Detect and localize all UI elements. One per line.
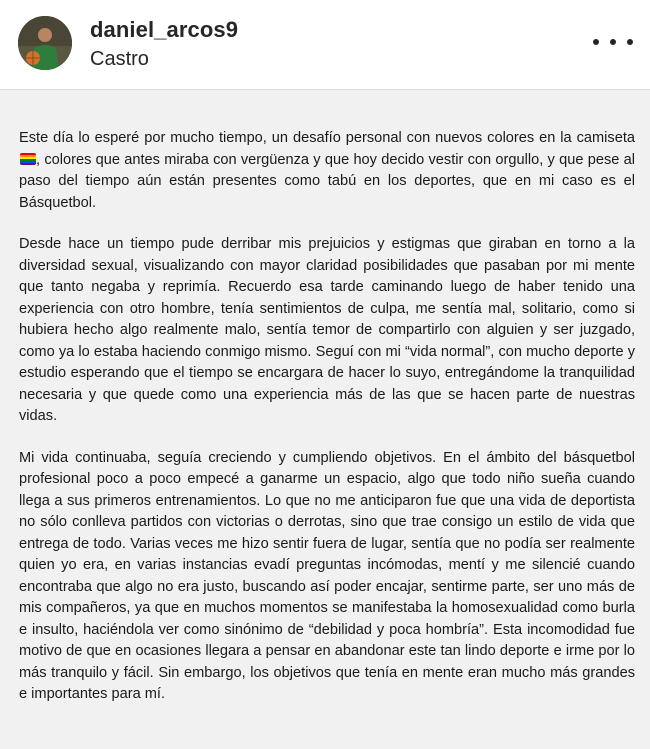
- more-dot: [627, 39, 633, 45]
- post-image: [0, 90, 650, 749]
- rainbow-flag-icon: [20, 153, 36, 165]
- avatar[interactable]: [18, 16, 72, 70]
- paragraph-2: Desde hace un tiempo pude derribar mis prejuicios y estigmas que giraban en torno a la diversidad sexual, visualizando con mayor claridad posibilidades que pasaban por mi mente que tanto negaba y reprimía. Recuerdo esa tarde caminando luego de haber tenido una experiencia con otro hombre, tenía sentimientos de culpa, me sentía mal, solitario, como si hubiera hecho algo realmente malo, sentía temor de compartirlo con alguien y ser juzgado, como ya lo estaba haciendo conmigo mismo. Seguí con mi “vida normal”, con mucho deporte y estudio esperando que el tiempo se encargara de hacer lo suyo, entregándome la tranquilidad necesaria y que quede como una experiencia más de las que se hacen parte de nuestras vidas.: [19, 236, 635, 424]
- more-dot: [593, 39, 599, 45]
- profile-photo-icon: [18, 16, 72, 70]
- paragraph-1-end: , colores que antes miraba con vergüenza y que hoy decido vestir con orgullo, y que pese al paso del tiempo aún están presentes como tabú en los deportes, que en mi caso es el Básquetbol.: [19, 151, 635, 211]
- more-options-icon[interactable]: [593, 30, 633, 54]
- post-text: [19, 128, 635, 726]
- paragraph-3: Mi vida continuaba, seguía creciendo y cumpliendo objetivos. En el ámbito del básquetbol profesional poco a poco empecé a ganarme un espacio, algo que todo niño sueña cuando llega a sus primeros entrenamientos. Lo que no me anticiparon fue que una vida de deportista no sólo conlleva partidos con victorias o derrotas, sino que trae consigo un estilo de vida que entrega de todo. Varias veces me hizo sentir fuera de lugar, sentía que no podía ser realmente quien yo era, en varias instancias evadí preguntas incómodas, mentí y me silencié cuando encontraba que algo no era justo, buscando así poder encajar, sentirme parte, ser uno más de mis compañeros, ya que en muchos momentos se manifestaba la homosexualidad como burla e insulto, haciéndola ver como sinónimo de “debilidad y poca hombría”. Esta incomodidad fue motivo de que en ocasiones llegara a pensar en abandonar este tan lindo deporte e irme por lo más tranquilo y fácil. Sin embargo, los objetivos que tenía en mente eran mucho más grandes e importantes para mí.: [19, 449, 635, 702]
- location-link[interactable]: Castro: [90, 48, 149, 70]
- username-link[interactable]: daniel_arcos9: [90, 17, 239, 42]
- more-dot: [610, 39, 616, 45]
- paragraph-1: [19, 128, 635, 214]
- post-header: [0, 0, 650, 90]
- paragraph-1-start: Este día lo esperé por mucho tiempo, un desafío personal con nuevos colores en la camiseta: [19, 130, 635, 146]
- flag-stripe: [20, 163, 36, 165]
